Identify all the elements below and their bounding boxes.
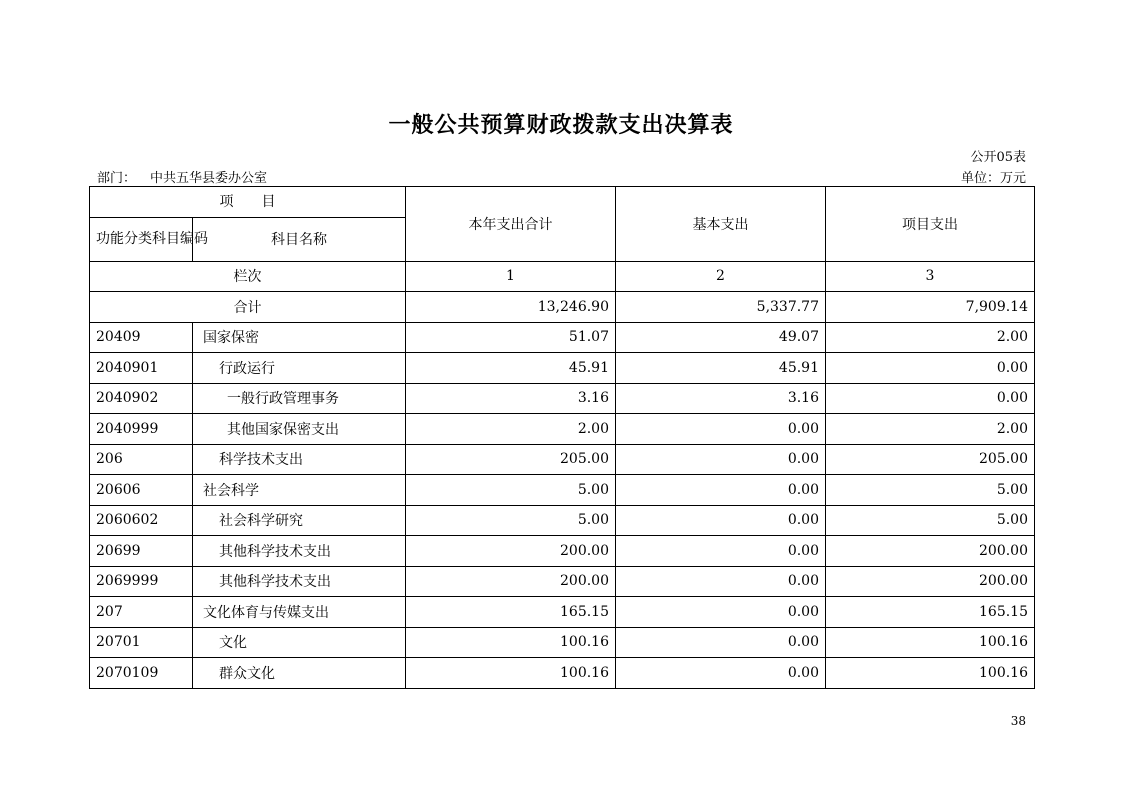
sequence-1: 1 bbox=[406, 261, 616, 292]
row-total: 45.91 bbox=[406, 353, 616, 384]
row-project: 5.00 bbox=[826, 505, 1035, 536]
row-code: 2069999 bbox=[90, 566, 193, 597]
row-name: 其他科学技术支出 bbox=[193, 536, 406, 567]
row-total: 205.00 bbox=[406, 444, 616, 475]
table-row bbox=[90, 444, 1035, 475]
sequence-2: 2 bbox=[616, 261, 826, 292]
row-code: 20701 bbox=[90, 627, 193, 658]
row-code: 20409 bbox=[90, 322, 193, 353]
table-row bbox=[90, 658, 1035, 689]
expenditure-table bbox=[89, 186, 1035, 689]
row-name: 文化体育与传媒支出 bbox=[193, 597, 406, 628]
row-total: 200.00 bbox=[406, 536, 616, 567]
table-row bbox=[90, 383, 1035, 414]
row-code: 20699 bbox=[90, 536, 193, 567]
row-basic: 0.00 bbox=[616, 414, 826, 445]
project-column-header: 项目支出 bbox=[826, 187, 1035, 262]
row-basic: 0.00 bbox=[616, 627, 826, 658]
page-number: 38 bbox=[1010, 714, 1026, 728]
row-code: 2060602 bbox=[90, 505, 193, 536]
department-line bbox=[97, 167, 267, 186]
row-name: 国家保密 bbox=[193, 322, 406, 353]
row-project: 0.00 bbox=[826, 353, 1035, 384]
row-name: 一般行政管理事务 bbox=[193, 383, 406, 414]
page-title: 一般公共预算财政拨款支出决算表 bbox=[388, 112, 734, 138]
sequence-row bbox=[90, 261, 1035, 292]
row-total: 200.00 bbox=[406, 566, 616, 597]
row-code: 2040999 bbox=[90, 414, 193, 445]
table-row bbox=[90, 414, 1035, 445]
row-code: 207 bbox=[90, 597, 193, 628]
row-code: 2070109 bbox=[90, 658, 193, 689]
row-total: 3.16 bbox=[406, 383, 616, 414]
row-total: 51.07 bbox=[406, 322, 616, 353]
total-column-header: 本年支出合计 bbox=[406, 187, 616, 262]
row-basic: 45.91 bbox=[616, 353, 826, 384]
row-total: 5.00 bbox=[406, 505, 616, 536]
sequence-3: 3 bbox=[826, 261, 1035, 292]
table-row bbox=[90, 475, 1035, 506]
table-row bbox=[90, 627, 1035, 658]
row-total: 100.16 bbox=[406, 658, 616, 689]
row-basic: 0.00 bbox=[616, 505, 826, 536]
row-project: 205.00 bbox=[826, 444, 1035, 475]
row-name: 文化 bbox=[193, 627, 406, 658]
table-row bbox=[90, 505, 1035, 536]
table-row bbox=[90, 353, 1035, 384]
row-project: 5.00 bbox=[826, 475, 1035, 506]
row-basic: 0.00 bbox=[616, 475, 826, 506]
row-basic: 0.00 bbox=[616, 536, 826, 567]
table-row bbox=[90, 322, 1035, 353]
row-total: 100.16 bbox=[406, 627, 616, 658]
row-name: 科学技术支出 bbox=[193, 444, 406, 475]
table-body bbox=[90, 187, 1035, 689]
row-project: 0.00 bbox=[826, 383, 1035, 414]
basic-column-header: 基本支出 bbox=[616, 187, 826, 262]
row-name: 社会科学研究 bbox=[193, 505, 406, 536]
total-amount: 13,246.90 bbox=[406, 292, 616, 323]
header-row-1 bbox=[90, 187, 1035, 218]
table-row bbox=[90, 597, 1035, 628]
row-project: 2.00 bbox=[826, 322, 1035, 353]
table-row bbox=[90, 536, 1035, 567]
row-name: 其他国家保密支出 bbox=[193, 414, 406, 445]
row-project: 200.00 bbox=[826, 566, 1035, 597]
table-row bbox=[90, 566, 1035, 597]
row-basic: 49.07 bbox=[616, 322, 826, 353]
row-basic: 3.16 bbox=[616, 383, 826, 414]
row-project: 200.00 bbox=[826, 536, 1035, 567]
row-project: 100.16 bbox=[826, 627, 1035, 658]
row-name: 行政运行 bbox=[193, 353, 406, 384]
sequence-label: 栏次 bbox=[90, 261, 406, 292]
row-name: 社会科学 bbox=[193, 475, 406, 506]
row-code: 2040902 bbox=[90, 383, 193, 414]
item-header: 项 目 bbox=[90, 187, 406, 218]
row-total: 165.15 bbox=[406, 597, 616, 628]
row-name: 群众文化 bbox=[193, 658, 406, 689]
row-name: 其他科学技术支出 bbox=[193, 566, 406, 597]
department-label: 部门： bbox=[97, 171, 137, 186]
unit-label: 单位：万元 bbox=[960, 171, 1026, 186]
total-basic: 5,337.77 bbox=[616, 292, 826, 323]
row-basic: 0.00 bbox=[616, 597, 826, 628]
row-code: 206 bbox=[90, 444, 193, 475]
row-basic: 0.00 bbox=[616, 566, 826, 597]
row-project: 2.00 bbox=[826, 414, 1035, 445]
code-column-header: 功能分类科目编码 bbox=[90, 217, 193, 261]
row-basic: 0.00 bbox=[616, 444, 826, 475]
row-code: 20606 bbox=[90, 475, 193, 506]
row-total: 5.00 bbox=[406, 475, 616, 506]
row-project: 165.15 bbox=[826, 597, 1035, 628]
row-project: 100.16 bbox=[826, 658, 1035, 689]
form-number: 公开05表 bbox=[970, 150, 1026, 165]
total-label: 合计 bbox=[90, 292, 406, 323]
name-column-header: 科目名称 bbox=[193, 217, 406, 261]
department-name: 中共五华县委办公室 bbox=[150, 171, 268, 186]
row-basic: 0.00 bbox=[616, 658, 826, 689]
row-code: 2040901 bbox=[90, 353, 193, 384]
row-total: 2.00 bbox=[406, 414, 616, 445]
total-project: 7,909.14 bbox=[826, 292, 1035, 323]
total-row bbox=[90, 292, 1035, 323]
